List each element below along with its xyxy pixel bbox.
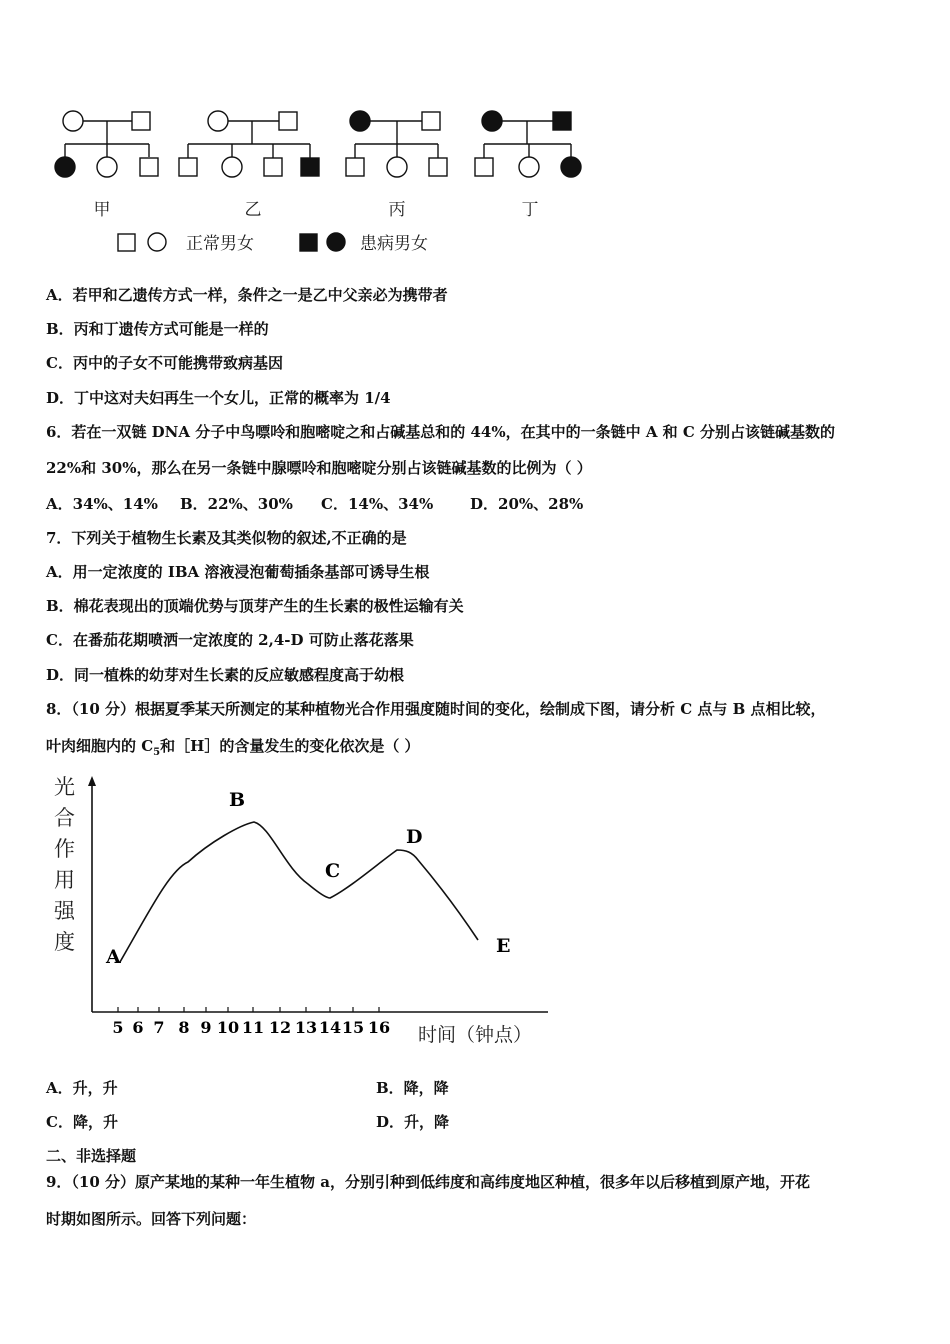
pedigree-bing — [346, 111, 447, 177]
q8-stem-line1: 8．（10 分）根据夏季某天所测定的某种植物光合作用强度随时间的变化，绘制成下图，请分析 C 点与 B 点相比较， — [46, 700, 826, 718]
q8-line2-post: 和［H］的含量发生的变化依次是（ ） — [160, 737, 420, 755]
x-tick-label: 14 — [318, 1018, 342, 1037]
y-axis-label-char: 度 — [54, 930, 75, 954]
q8-line2-pre: 叶肉细胞内的 C — [46, 737, 154, 755]
point-labels — [105, 789, 510, 968]
y-axis-label-char: 作 — [54, 837, 75, 861]
pedigree-yi — [179, 111, 319, 177]
q8-option-a: A．升，升 — [46, 1079, 118, 1097]
q5-option-a: A．若甲和乙遗传方式一样，条件之一是乙中父亲必为携带者 — [46, 286, 448, 304]
y-axis-label-char: 用 — [54, 868, 75, 892]
pedigree-label-bing: 丙 — [388, 200, 406, 220]
q7-option-a: A．用一定浓度的 IBA 溶液浸泡葡萄插条基部可诱导生根 — [46, 563, 430, 581]
point-label-e: E — [496, 935, 511, 957]
x-tick-label: 16 — [367, 1018, 391, 1037]
pedigree-figure — [40, 100, 640, 270]
q9-stem-line2: 时期如图所示。回答下列问题： — [46, 1210, 257, 1228]
x-axis-label: 时间（钟点） — [418, 1024, 533, 1046]
q9-stem-line1: 9．（10 分）原产某地的某种一年生植物 a，分别引种到低纬度和高纬度地区种植，很多年以后移植到原产地，开花 — [46, 1173, 810, 1191]
legend-normal-male-icon — [118, 234, 135, 251]
y-axis-label-char: 强 — [54, 899, 75, 923]
q6-option-a: A．34%、14% — [46, 495, 158, 513]
point-label-c: C — [325, 860, 341, 882]
x-tick-label: 10 — [216, 1018, 240, 1037]
x-tick-label: 11 — [241, 1018, 265, 1037]
legend-affected-female-icon — [327, 233, 345, 251]
point-label-d: D — [406, 826, 423, 848]
q7-stem: 7．下列关于植物生长素及其类似物的叙述,不正确的是 — [46, 529, 407, 547]
y-axis-label — [54, 775, 76, 954]
q6-option-d: D．20%、28% — [470, 495, 584, 513]
q5-option-c: C．丙中的子女不可能携带致病基因 — [46, 354, 283, 372]
pedigree-label-jia: 甲 — [93, 200, 111, 220]
photosynthesis-chart — [40, 770, 560, 1060]
q8-line2-sub: 5 — [153, 747, 161, 758]
x-tick-label: 8 — [178, 1018, 190, 1037]
section2-heading: 二、非选择题 — [46, 1147, 137, 1165]
pedigree-label-yi: 乙 — [244, 200, 262, 220]
photosynthesis-curve — [120, 822, 478, 962]
q7-option-d: D．同一植株的幼芽对生长素的反应敏感程度高于幼根 — [46, 666, 405, 684]
x-tick-label: 15 — [341, 1018, 365, 1037]
x-tick-label: 9 — [200, 1018, 212, 1037]
q8-option-d: D．升，降 — [376, 1113, 450, 1131]
y-axis-arrow-icon — [88, 776, 96, 786]
x-tick-label: 7 — [153, 1018, 165, 1037]
q7-option-c: C．在番茄花期喷洒一定浓度的 2,4-D 可防止落花落果 — [46, 631, 414, 649]
point-label-b: B — [229, 789, 246, 811]
x-tick-label: 12 — [268, 1018, 292, 1037]
x-tick-label: 13 — [294, 1018, 318, 1037]
q8-option-b: B．降，降 — [376, 1079, 449, 1097]
legend-affected-label: 患病男女 — [360, 234, 428, 254]
legend-normal-female-icon — [148, 233, 166, 251]
q6-option-c: C．14%、34% — [321, 495, 434, 513]
legend-affected-male-icon — [300, 234, 317, 251]
q5-option-d: D．丁中这对夫妇再生一个女儿，正常的概率为 1/4 — [46, 389, 391, 407]
pedigree-jia — [55, 111, 158, 177]
pedigree-label-ding: 丁 — [521, 200, 539, 220]
pedigree-ding — [475, 111, 581, 177]
q8-stem-line2 — [46, 736, 420, 763]
q8-option-c: C．降，升 — [46, 1113, 118, 1131]
x-tick-label: 6 — [132, 1018, 144, 1037]
y-axis-label-char: 合 — [54, 806, 75, 830]
q7-option-b: B．棉花表现出的顶端优势与顶芽产生的生长素的极性运输有关 — [46, 597, 464, 615]
legend-normal-label: 正常男女 — [186, 234, 254, 254]
x-tick-label: 5 — [112, 1018, 124, 1037]
q5-option-b: B．丙和丁遗传方式可能是一样的 — [46, 320, 269, 338]
point-label-a: A — [106, 946, 121, 968]
q6-stem-line1: 6．若在一双链 DNA 分子中鸟嘌呤和胞嘧啶之和占碱基总和的 44%，在其中的一条链中 A 和 C 分别占该链碱基数的 — [46, 423, 836, 441]
q6-option-b: B．22%、30% — [180, 495, 293, 513]
y-axis-label-char: 光 — [54, 775, 75, 799]
q6-stem-line2: 22%和 30%，那么在另一条链中腺嘌呤和胞嘧啶分别占该链碱基数的比例为（ ） — [46, 459, 592, 477]
